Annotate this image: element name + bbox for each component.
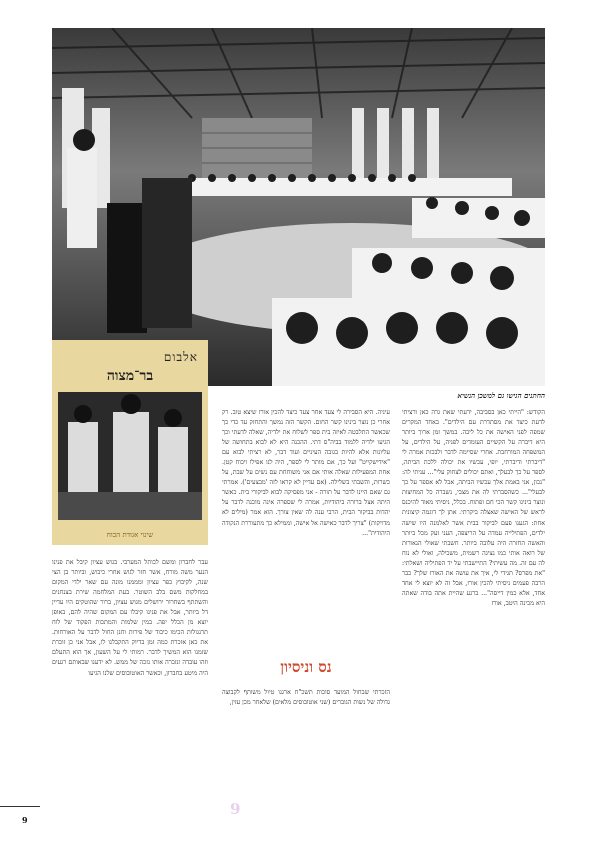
ceremony-hall-photo (52, 28, 545, 386)
album-footer: שינוי אגודת הכוח (106, 531, 154, 539)
column-left-text: עבר לחברון ומשם לכותל המערבי. בגוש עציון קיבל את פנינו הנער משה מורח, אשר חזר לגוש אחרי כיבוש, וביותר בן הצי שנה, לקיבוץ כפר עציון ומממנו מונה עם שאר ילדי המקום במחלקות משם בלב השוטר. בעת המלחמה שירת בצנחנים והשתתף בשחרור ירושלים מגוש עציון, ברור שהוטקים היו עדיין דל ביותר, אבל את פנינו קיבלו עם המקום שהיה להם, באופן יוצא מן הכלל יפה. במין שלמות והמתכות הפקוד של לוח תרנגולות הכימו כיבוד של פירות וחנן החול לדבר על האורחות. את כאן אזכרת כמה זמן בדיוק התקבלנו לו, אבל אני כן זוכרת שזמנו הוא המשיך לדבר. רמותי לי על השעון, אך הוא התעלם וזהו עובדה ונזכרה אותו נזכה של ממש. לא ידענו שבאותם רגעים היה מיטע בחברון, וכאשר האוטובוסים שלנו הגיעו (52, 559, 208, 677)
text-column-middle (222, 408, 390, 657)
text-column-left (52, 558, 208, 788)
main-photo (52, 28, 545, 386)
text-column-right (402, 408, 545, 788)
column-right-text: הקודש: "הייתי כאן בסביבה, ידעתי שאת גרה כאן ורציתי לדעת כיצד את מסתדרת עם הילדים". באחד המקרים שמפה לפני האישה את כל ליבה. במשך זמן ארוך ביותר היא דיברה על הקשיים העומדים לפניה, על הילדים, על המשפחה המורחבת. אחרי שסיימה לדבר ולבכות אמרה לי "דיברתי ודיברתי, יופי, עכשיו את יכולה ללכת הביתה, לספר על כך לבעלך, ואתם יכולים לצחוק עלי"... עניתי לה: "נכון, אני באמת אלך עכשיו הביתה, אבל לא אספר על כך לבעלי"... כשהסברתי לה את מצבי, נשברה כל המחיצות ונוצר בינינו קשר הכי חם ופתוח. בכלל, ניסיתי מאוד להיכנס לראש של האישה שאצלה ביקרתי. אתן לך דוגמה קיצונית אחת: הגענו פעם לביקור בבית אשר לאלמנה היו שישה ילדים, הפתילייה עמדה על הריצפה, העני זעק מכל ביותר והאשה החזרה היה עלובה ביותר. חשבתי שאולי הנאורות של רואה אותי כמו נציגה רשמית, משכילה, ואולי לא נוח לה עם זה. מה עשיתי? התיישבתי על יד הפתיליה ושאלתי: "את מפרס? תגידי לי, איך את עושה את האורז שלך? כבר הרבה פעמים ניסיתי להכין אורז, אבל זה לא יוצא לי אחד אחד, אלא כמין דייסה"... ברגע שהיית אתה בודה שאתה היא מכינה היטב, אורז (402, 409, 545, 607)
column-middle-lower-text: הזכרתי שבחול המועד סוכות תשכ"ח ארגנו טיול משותף לקבוצה גדולה של נשות הגוברים (שני אוטובוסים מלאים) שלאחר מכן עזין, (222, 689, 390, 707)
album-title: אלבום (163, 350, 198, 364)
column-middle-text: עיניה. היא הסבירה לי צעד אחר צעד כיצד להכין אורז שיצא טוב. רק אחרי כן נוצר בינינו קשר החום. הקשר הזה נמשך והתחזק עד כדי כך שכאשר התלבטה לאיזה בית ספר לשלוח את ילדיה, שאלה לדעתי וכך הגיעו ילדיה ללמוד בביה"ס דתי. ההכנה היא לא לבוא בתחושה של עליונות אלא להיות בגובה העיניים ועוד דבר, לא רציתי לבוא עם "אידישקייט" ועל כך, אם מותר לי לספר, היה לנו אפילו ויכוח קטן. אחת המפעילות שאלה אותי אם אני משוחחת עם נשים על שבת, על כשרות, והשבתי בשלילה. (אם עדיין לא קראו לזה 'מבצעים'). אמרתי גם שאם היינו לדבר על תורה - אני מפסיקה לבוא לביקורי בית. כאשר היתה אצל ברורה ביהודיות, אמרה לי שספרה אינה מוכנה לדבר על יהדות בביקור הבית, הרבי ענה לה שאין צורך. הוא אמר (מילים לא מדויקות) "צריך לדבר כאישה אל אישה, וממילא כך מתעוררת הנקודה היהודית"... (222, 409, 390, 537)
album-cover (52, 340, 208, 545)
album-subtitle: בר־מצוה (106, 368, 154, 384)
photo-caption: החתנים הגישו גם למשכן הנשיא (457, 391, 545, 400)
page-number: 9 (22, 815, 28, 825)
watermark: 9 (230, 800, 241, 818)
footer-rule (0, 806, 40, 807)
text-column-middle-lower (222, 688, 390, 788)
album-photo (58, 392, 202, 520)
section-heading: נס וניסיון (280, 658, 332, 676)
